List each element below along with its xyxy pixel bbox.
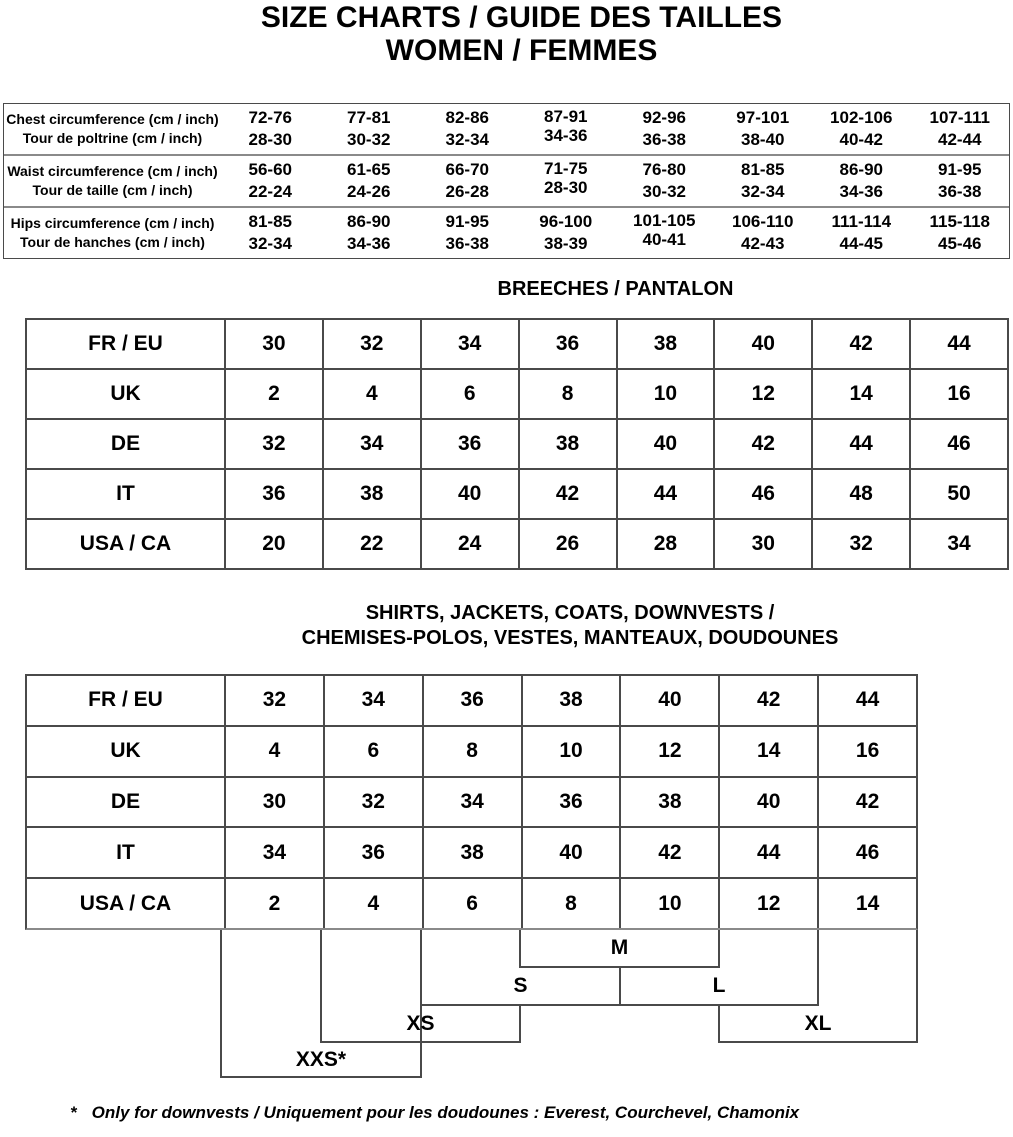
footnote-asterisk: *	[70, 1103, 77, 1122]
cm-value: 91-95	[938, 160, 982, 179]
size-cell: 16	[947, 382, 971, 405]
measurement-cell	[221, 208, 320, 258]
cm-value: 87-91	[544, 107, 588, 126]
cm-value: 115-118	[929, 212, 990, 231]
size-cell: 10	[523, 727, 622, 776]
bracket-line-m-right	[718, 930, 720, 968]
size-cell: 12	[621, 727, 720, 776]
inch-value: 28-30	[544, 178, 588, 197]
measurement-cell	[911, 156, 1010, 206]
bracket-line-xl-right	[916, 930, 918, 1043]
cm-value: 76-80	[642, 160, 686, 179]
table-row	[27, 320, 1007, 368]
cm-value: 81-85	[741, 160, 785, 179]
size-cell: 10	[621, 879, 720, 928]
cm-value: 72-76	[248, 108, 292, 127]
inch-value: 40-42	[839, 130, 883, 149]
measurement-cell	[812, 156, 911, 206]
bracket-line-xs-right	[519, 1004, 521, 1043]
size-cell: 8	[520, 370, 618, 418]
inch-value: 34-36	[544, 126, 588, 145]
cm-value: 71-75	[544, 159, 588, 178]
table-row	[27, 826, 916, 877]
region-header-cell: IT	[27, 470, 226, 518]
bracket-line-xxs-bottom	[220, 1076, 422, 1078]
measurement-label-fr: Tour de hanches (cm / inch)	[20, 234, 205, 250]
size-cell: 36	[226, 470, 324, 518]
size-cell: 42	[813, 320, 911, 368]
measurement-label-en: Waist circumference (cm / inch)	[7, 163, 218, 179]
inch-value: 45-46	[938, 234, 982, 253]
cm-value: 86-90	[347, 212, 391, 231]
cm-value: 91-95	[445, 212, 489, 231]
inch-value: 36-38	[445, 234, 489, 253]
region-header-cell: IT	[27, 828, 226, 877]
size-cell: 32	[324, 320, 422, 368]
measurements-row-hips	[4, 206, 1009, 258]
region-header-cell: USA / CA	[27, 520, 226, 568]
size-cell: 24	[422, 520, 520, 568]
cm-value: 96-100	[539, 212, 593, 231]
size-cell: 8	[424, 727, 523, 776]
size-cell: 44	[947, 332, 971, 355]
cm-value: 81-85	[248, 212, 292, 231]
size-cell: 38	[618, 320, 716, 368]
bracket-line-l-right	[817, 930, 819, 1006]
cm-value: 66-70	[445, 160, 489, 179]
size-cell: 36	[422, 420, 520, 468]
inch-value: 38-40	[741, 130, 785, 149]
inch-value: 38-39	[544, 234, 588, 253]
measurement-label	[4, 156, 221, 206]
footnote	[70, 1103, 799, 1123]
inch-value: 30-32	[347, 130, 391, 149]
cm-value: 86-90	[839, 160, 883, 179]
measurement-label	[4, 208, 221, 258]
bracket-line-xl-bottom	[718, 1041, 918, 1043]
size-cell: 6	[424, 879, 523, 928]
cm-value: 61-65	[347, 160, 391, 179]
size-cell: 34	[424, 778, 523, 827]
shirts-section-heading	[222, 601, 918, 651]
measurement-cell	[418, 208, 517, 258]
measurement-label-en: Chest circumference (cm / inch)	[6, 111, 219, 127]
size-cell: 42	[621, 828, 720, 877]
size-cell: 6	[422, 370, 520, 418]
page-title-line1: SIZE CHARTS / GUIDE DES TAILLES	[260, 1, 783, 34]
measurement-cell	[517, 153, 616, 203]
size-cell: 10	[618, 370, 716, 418]
measurement-label-en: Hips circumference (cm / inch)	[10, 215, 215, 231]
size-cell: 26	[520, 520, 618, 568]
measurement-cell	[517, 101, 616, 151]
region-header-cell: FR / EU	[27, 320, 226, 368]
cm-value: 92-96	[642, 108, 686, 127]
inch-value: 22-24	[248, 182, 292, 201]
size-label-xs: XS	[406, 1011, 435, 1035]
size-cell: 32	[226, 420, 324, 468]
size-label-l: L	[712, 974, 726, 997]
size-cell: 30	[715, 520, 813, 568]
size-cell: 28	[618, 520, 716, 568]
measurement-cell	[812, 208, 911, 258]
measurement-cell	[714, 208, 813, 258]
size-cell: 38	[424, 828, 523, 877]
size-cell: 32	[813, 520, 911, 568]
size-cell: 38	[324, 470, 422, 518]
inch-value: 34-36	[347, 234, 391, 253]
size-cell: 32	[226, 676, 325, 725]
size-cell: 20	[226, 520, 324, 568]
breeches-section-heading: BREECHES / PANTALON	[497, 278, 734, 300]
inch-value: 36-38	[642, 130, 686, 149]
size-cell: 42	[715, 420, 813, 468]
shirts-size-table	[25, 674, 918, 930]
cm-value: 102-106	[830, 108, 893, 127]
table-row	[27, 468, 1007, 518]
table-row	[27, 518, 1007, 568]
inch-value: 44-45	[839, 234, 883, 253]
size-cell: 34	[325, 676, 424, 725]
shirts-heading-line1: SHIRTS, JACKETS, COATS, DOWNVESTS /	[365, 602, 775, 624]
cm-value: 97-101	[736, 108, 790, 127]
region-header-cell: DE	[27, 420, 226, 468]
measurement-cell	[615, 205, 714, 255]
size-cell: 14	[855, 891, 880, 915]
measurements-table	[3, 103, 1010, 259]
measurement-cell	[221, 104, 320, 154]
region-header-cell: UK	[27, 727, 226, 776]
size-cell: 48	[813, 470, 911, 518]
size-cell: 12	[720, 879, 819, 928]
region-header-cell: UK	[27, 370, 226, 418]
size-cell: 14	[813, 370, 911, 418]
size-cell: 34	[226, 828, 325, 877]
region-header-cell: DE	[27, 778, 226, 827]
measurement-cell	[911, 104, 1010, 154]
measurement-label-fr: Tour de poltrine (cm / inch)	[22, 130, 203, 146]
inch-value: 28-30	[248, 130, 292, 149]
inch-value: 42-43	[741, 234, 785, 253]
footnote-text: Only for downvests / Uniquement pour les doudounes : Everest, Courchevel, Chamonix	[91, 1103, 800, 1122]
inch-value: 32-34	[248, 234, 292, 253]
size-cell: 46	[715, 470, 813, 518]
table-row	[27, 368, 1007, 418]
page-title-line2: WOMEN / FEMMES	[385, 34, 658, 67]
size-cell: 46	[947, 432, 971, 455]
size-cell: 8	[523, 879, 622, 928]
size-cell: 38	[523, 676, 622, 725]
size-cell: 44	[813, 420, 911, 468]
size-cell: 36	[325, 828, 424, 877]
size-cell: 40	[715, 320, 813, 368]
size-cell: 46	[855, 840, 880, 864]
inch-value: 24-26	[347, 182, 391, 201]
measurement-cell	[615, 104, 714, 154]
measurement-cell	[418, 104, 517, 154]
size-cell: 44	[618, 470, 716, 518]
size-cell: 40	[618, 420, 716, 468]
size-cell: 32	[325, 778, 424, 827]
measurement-cell	[714, 104, 813, 154]
measurement-label	[4, 104, 221, 154]
size-cell: 2	[226, 879, 325, 928]
inch-value: 34-36	[839, 182, 883, 201]
inch-value: 26-28	[445, 182, 489, 201]
size-cell: 4	[226, 727, 325, 776]
shirts-heading-line2: CHEMISES-POLOS, VESTES, MANTEAUX, DOUDOUNES	[301, 627, 839, 649]
size-cell: 44	[720, 828, 819, 877]
size-label-xxs: XXS*	[295, 1047, 347, 1071]
size-cell: 50	[947, 482, 971, 505]
measurement-cell	[812, 104, 911, 154]
size-cell: 34	[324, 420, 422, 468]
size-cell: 30	[226, 778, 325, 827]
size-cell: 40	[621, 676, 720, 725]
size-cell: 34	[422, 320, 520, 368]
inch-value: 36-38	[938, 182, 982, 201]
measurement-cell	[320, 208, 419, 258]
cm-value: 107-111	[929, 108, 990, 127]
size-cell: 16	[855, 739, 880, 763]
size-cell: 6	[325, 727, 424, 776]
measurement-label-fr: Tour de taille (cm / inch)	[32, 182, 193, 198]
size-cell: 22	[324, 520, 422, 568]
cm-value: 82-86	[445, 108, 489, 127]
size-cell: 38	[520, 420, 618, 468]
cm-value: 101-105	[633, 211, 696, 230]
size-cell: 4	[324, 370, 422, 418]
size-cell: 42	[720, 676, 819, 725]
measurement-cell	[517, 208, 616, 258]
cm-value: 56-60	[248, 160, 292, 179]
cm-value: 106-110	[732, 212, 794, 231]
inch-value: 32-34	[741, 182, 785, 201]
size-cell: 40	[422, 470, 520, 518]
size-cell: 2	[226, 370, 324, 418]
inch-value: 30-32	[642, 182, 686, 201]
size-cell: 4	[325, 879, 424, 928]
size-cell: 36	[520, 320, 618, 368]
size-cell: 36	[523, 778, 622, 827]
inch-value: 32-34	[445, 130, 489, 149]
measurements-row-chest	[4, 104, 1009, 154]
table-row	[27, 877, 916, 928]
table-row	[27, 676, 916, 725]
measurement-cell	[911, 208, 1010, 258]
size-cell: 12	[715, 370, 813, 418]
measurement-cell	[320, 104, 419, 154]
region-header-cell: USA / CA	[27, 879, 226, 928]
size-cell: 40	[720, 778, 819, 827]
cm-value: 77-81	[347, 108, 391, 127]
measurement-cell	[221, 156, 320, 206]
table-row	[27, 776, 916, 827]
measurement-cell	[615, 156, 714, 206]
size-cell: 14	[720, 727, 819, 776]
size-cell: 42	[520, 470, 618, 518]
size-cell: 38	[621, 778, 720, 827]
cm-value: 111-114	[831, 212, 892, 231]
inch-value: 42-44	[938, 130, 982, 149]
size-label-m: M	[610, 936, 629, 959]
table-row	[27, 418, 1007, 468]
table-row	[27, 725, 916, 776]
size-cell: 42	[855, 789, 880, 813]
size-cell: 30	[226, 320, 324, 368]
size-cell: 44	[855, 688, 880, 712]
measurement-cell	[714, 156, 813, 206]
inch-value: 40-41	[642, 230, 686, 249]
measurements-row-waist	[4, 154, 1009, 206]
size-cell: 34	[947, 532, 971, 555]
measurement-cell	[418, 156, 517, 206]
size-cell: 40	[523, 828, 622, 877]
region-header-cell: FR / EU	[27, 676, 226, 725]
page-title	[30, 1, 1013, 67]
size-cell: 36	[424, 676, 523, 725]
size-label-xl: XL	[804, 1011, 832, 1035]
measurement-cell	[320, 156, 419, 206]
breeches-size-table	[25, 318, 1009, 570]
size-label-s: S	[513, 974, 528, 997]
